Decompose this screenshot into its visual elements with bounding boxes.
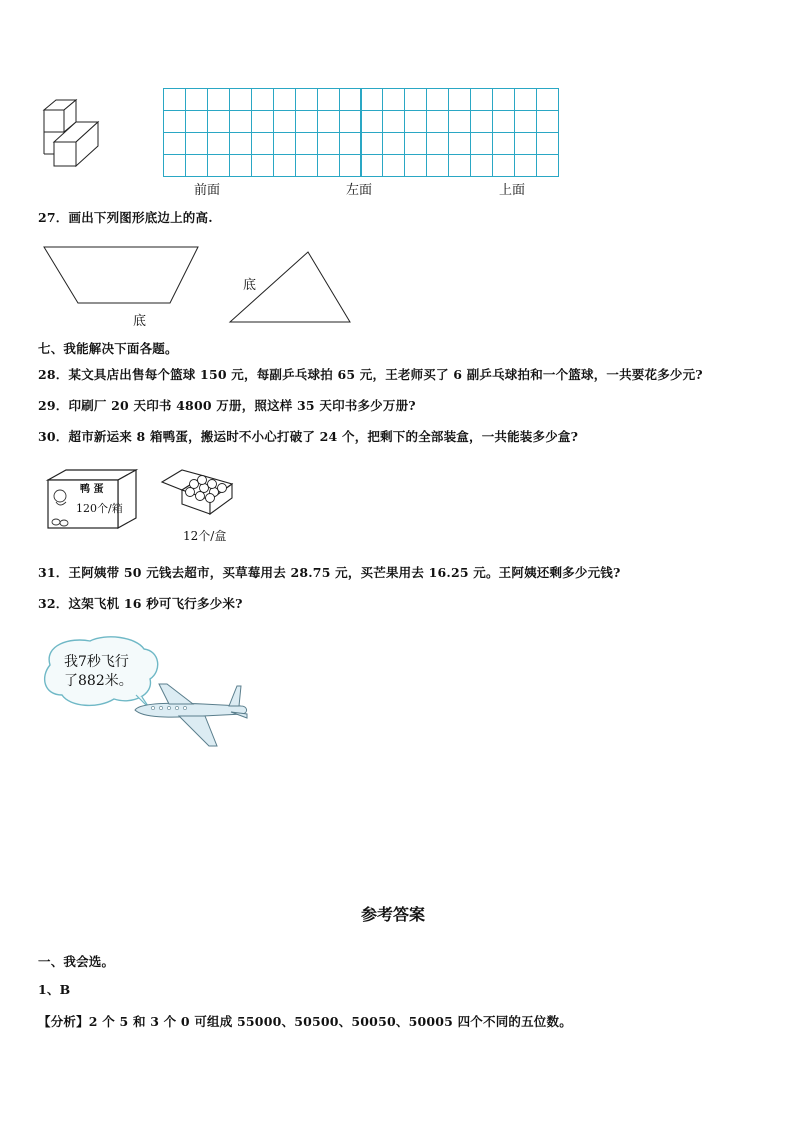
grid-cell <box>426 110 449 133</box>
grid-cell <box>470 154 493 177</box>
grid-cell <box>251 88 274 111</box>
question-27: 27．画出下列图形底边上的高. <box>38 210 213 225</box>
grid-cell <box>382 88 405 111</box>
grid-cell <box>207 132 230 155</box>
grid-cell <box>514 88 537 111</box>
grid-label-front: 前面 <box>194 183 221 198</box>
grid-cell <box>207 154 230 177</box>
grid-cell <box>361 154 384 177</box>
airplane-figure <box>133 682 253 752</box>
question-28: 28．某文具店出售每个篮球 150 元，每副乒乓球拍 65 元，王老师买了 6 副乒乓球拍和一个篮球，一共要花多少元? <box>38 367 703 382</box>
grid-cell <box>404 132 427 155</box>
speech-bubble-line-2: 了882米。 <box>64 673 133 689</box>
speech-bubble-line-1: 我7秒飞行 <box>64 654 129 670</box>
grid-cell <box>361 132 384 155</box>
grid-cell <box>470 88 493 111</box>
grid-cell <box>448 110 471 133</box>
grid-cell <box>536 88 559 111</box>
grid-label-left: 左面 <box>346 183 373 198</box>
grid-cell <box>448 88 471 111</box>
grid-cell <box>317 110 340 133</box>
grid-cell <box>251 154 274 177</box>
grid-cell <box>185 154 208 177</box>
grid-cell <box>404 110 427 133</box>
grid-cell <box>295 110 318 133</box>
grid-cell <box>492 132 515 155</box>
grid-cell <box>273 132 296 155</box>
grid-cell <box>163 110 186 133</box>
grid-cell <box>185 132 208 155</box>
grid-cell <box>536 132 559 155</box>
grid-cell <box>514 154 537 177</box>
egg-crate-label: 120个/箱 <box>76 502 123 515</box>
grid-cell <box>339 88 362 111</box>
grid-cell <box>251 132 274 155</box>
answers-title: 参考答案 <box>361 905 426 924</box>
grid-cell <box>229 154 252 177</box>
grid-cell <box>295 88 318 111</box>
grid-cell <box>426 132 449 155</box>
parallelogram-base-label: 底 <box>133 314 147 329</box>
grid-cell <box>536 154 559 177</box>
grid-cell <box>492 88 515 111</box>
grid-cell <box>229 132 252 155</box>
answer-1: 1、B <box>38 982 71 997</box>
grid-cell <box>207 110 230 133</box>
grid-cell <box>536 110 559 133</box>
question-30: 30．超市新运来 8 箱鸭蛋，搬运时不小心打破了 24 个，把剩下的全部装盒，一共能装多少盒? <box>38 429 579 444</box>
grid-cell <box>185 110 208 133</box>
grid-cell <box>426 154 449 177</box>
grid-cell <box>514 132 537 155</box>
section-7-heading: 七、我能解决下面各题。 <box>38 341 178 356</box>
grid-label-top: 上面 <box>499 183 526 198</box>
grid-cell <box>273 88 296 111</box>
egg-crate-title: 鸭 蛋 <box>80 484 104 495</box>
grid-cell <box>317 88 340 111</box>
grid-cell <box>382 154 405 177</box>
grid-cell <box>492 154 515 177</box>
grid-cell <box>361 88 384 111</box>
grid-cell <box>404 88 427 111</box>
grid-cell <box>492 110 515 133</box>
grid-cell <box>229 110 252 133</box>
grid-cell <box>339 110 362 133</box>
question-32: 32．这架飞机 16 秒可飞行多少米? <box>38 596 243 611</box>
grid-cell <box>339 132 362 155</box>
parallelogram-figure <box>40 245 220 315</box>
grid-cell <box>317 154 340 177</box>
grid-cell <box>426 88 449 111</box>
grid-cell <box>163 154 186 177</box>
answers-section-1: 一、我会选。 <box>38 954 115 969</box>
grid-cell <box>470 132 493 155</box>
grid-cell <box>448 132 471 155</box>
grid-cell <box>251 110 274 133</box>
grid-cell <box>361 110 384 133</box>
grid-cell <box>163 88 186 111</box>
grid-cell <box>317 132 340 155</box>
grid-cell <box>404 154 427 177</box>
grid-cell <box>448 154 471 177</box>
grid-cell <box>514 110 537 133</box>
grid-cell <box>273 110 296 133</box>
grid-cell <box>229 88 252 111</box>
cube-stack-figure <box>40 96 110 166</box>
grid-cell <box>470 110 493 133</box>
drawing-grid <box>163 88 558 176</box>
grid-cell <box>295 132 318 155</box>
question-29: 29．印刷厂 20 天印书 4800 万册，照这样 35 天印书多少万册? <box>38 398 416 413</box>
question-31: 31．王阿姨带 50 元钱去超市，买草莓用去 28.75 元，买芒果用去 16.25 元。王阿姨还剩多少元钱? <box>38 565 621 580</box>
answer-1-analysis: 【分析】2 个 5 和 3 个 0 可组成 55000、50500、50050、50005 四个不同的五位数。 <box>38 1014 572 1029</box>
grid-cell <box>295 154 318 177</box>
triangle-base-label: 底 <box>243 278 257 293</box>
egg-tray-figure <box>160 468 240 523</box>
grid-cell <box>339 154 362 177</box>
grid-cell <box>207 88 230 111</box>
grid-cell <box>273 154 296 177</box>
egg-tray-label: 12个/盒 <box>183 529 227 543</box>
grid-cell <box>185 88 208 111</box>
grid-cell <box>163 132 186 155</box>
grid-cell <box>382 110 405 133</box>
grid-cell <box>382 132 405 155</box>
